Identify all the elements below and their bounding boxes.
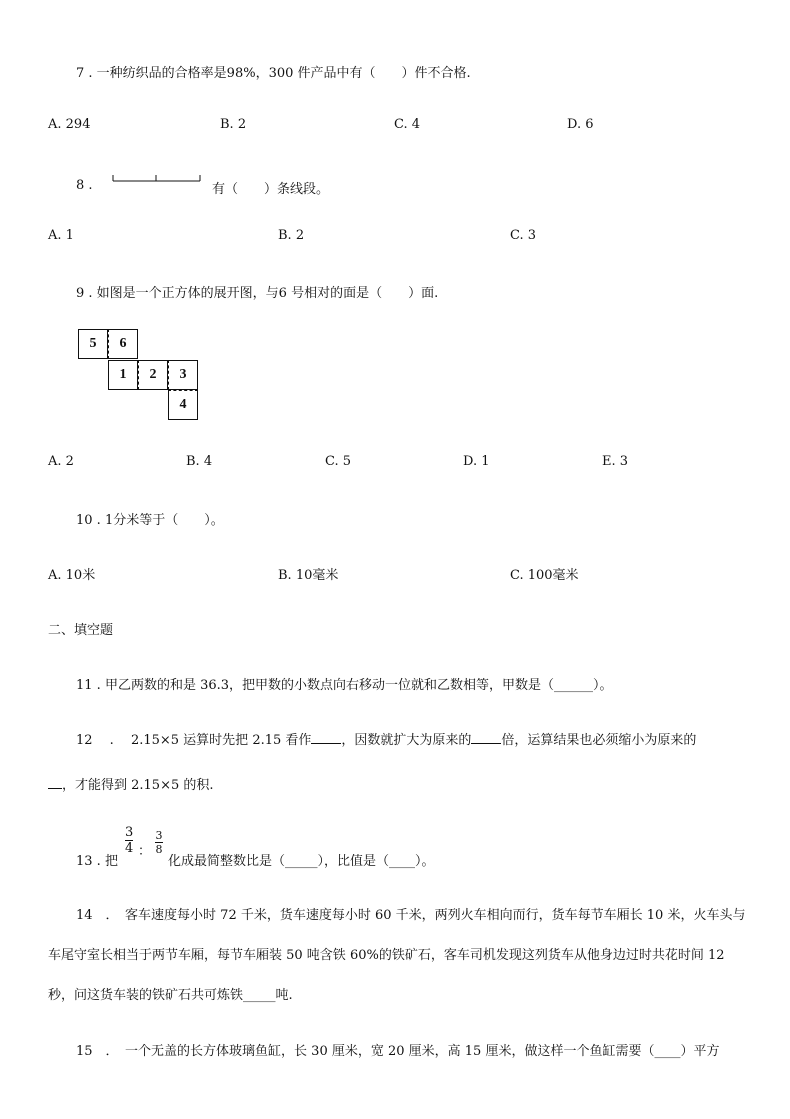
question-14-line-3: 秒，问这货车装的铁矿石共可炼铁_____吨.	[48, 988, 293, 1003]
q12-blank-2[interactable]	[471, 731, 501, 744]
cube-face-3: 3	[168, 360, 198, 390]
q8-option-c[interactable]: C. 3	[510, 228, 537, 243]
cube-face-2: 2	[138, 360, 168, 390]
q9-option-c[interactable]: C. 5	[325, 454, 352, 469]
q13-frac1-numerator: 3	[125, 825, 134, 840]
q12-part-3: 倍，运算结果也必须缩小为原来的	[501, 733, 697, 748]
q10-option-b[interactable]: B. 10毫米	[278, 568, 339, 583]
q7-option-c[interactable]: C. 4	[394, 117, 421, 132]
q9-option-b[interactable]: B. 4	[186, 454, 213, 469]
q12-blank-3[interactable]	[48, 776, 62, 789]
question-13-text: 化成最简整数比是（_____），比值是（____）。	[168, 854, 435, 869]
q8-option-a[interactable]: A. 1	[48, 228, 74, 243]
q12-part-1: 12 . 2.15×5 运算时先把 2.15 看作	[76, 733, 312, 748]
question-11-text: 11 . 甲乙两数的和是 36.3，把甲数的小数点向右移动一位就和乙数相等，甲数是（______）。	[76, 678, 613, 693]
cube-face-6: 6	[108, 329, 138, 359]
cube-face-1: 1	[108, 360, 138, 390]
q7-option-d[interactable]: D. 6	[567, 117, 594, 132]
q7-option-b[interactable]: B. 2	[220, 117, 247, 132]
cube-face-4: 4	[168, 390, 198, 420]
question-14-line-1: 14 ． 客车速度每小时 72 千米，货车速度每小时 60 千米，两列火车相向而行，货车每节车厢长 10 米，火车头与	[76, 908, 746, 923]
question-8-number: 8 .	[76, 178, 93, 193]
question-9-text: 9 . 如图是一个正方体的展开图，与6 号相对的面是（ ）面.	[76, 286, 439, 301]
cube-face-5: 5	[78, 329, 108, 359]
question-15-text: 15 ． 一个无盖的长方体玻璃鱼缸，长 30 厘米，宽 20 厘米，高 15 厘米，做这样一个鱼缸需要（____）平方	[76, 1044, 720, 1059]
question-10-text: 10 . 1分米等于（ ）。	[76, 513, 224, 528]
q9-option-d[interactable]: D. 1	[463, 454, 490, 469]
q13-frac1-denominator: 4	[125, 841, 134, 856]
q7-option-a[interactable]: A. 294	[48, 117, 91, 132]
q13-fraction-2	[155, 830, 163, 855]
section-title: 二、填空题	[48, 623, 114, 638]
q13-frac2-denominator: 8	[155, 843, 163, 856]
line-segment-figure	[110, 172, 205, 186]
q12-part-4: ，才能得到 2.15×5 的积.	[62, 778, 214, 793]
q13-fraction-1	[125, 826, 133, 855]
question-12-line-2	[48, 774, 214, 793]
q9-option-e[interactable]: E. 3	[602, 454, 629, 469]
q13-colon: ：	[138, 844, 152, 859]
question-14-line-2: 车尾守室长相当于两节车厢，每节车厢装 50 吨含铁 60%的铁矿石，客车司机发现这列货车从他身边过时共花时间 12	[48, 948, 725, 963]
q12-part-2: ，因数就扩大为原来的	[341, 733, 472, 748]
q10-option-a[interactable]: A. 10米	[48, 568, 96, 583]
q13-frac2-numerator: 3	[155, 829, 163, 842]
question-13-number: 13 . 把	[76, 854, 118, 869]
q10-option-c[interactable]: C. 100毫米	[510, 568, 579, 583]
question-8-text: 有（ ）条线段。	[212, 182, 330, 197]
question-12-line-1	[76, 729, 696, 748]
question-7-text: 7 . 一种纺织品的合格率是98%，300 件产品中有（ ）件不合格.	[76, 66, 471, 81]
q9-option-a[interactable]: A. 2	[48, 454, 74, 469]
q8-option-b[interactable]: B. 2	[278, 228, 305, 243]
q12-blank-1[interactable]	[311, 731, 341, 744]
